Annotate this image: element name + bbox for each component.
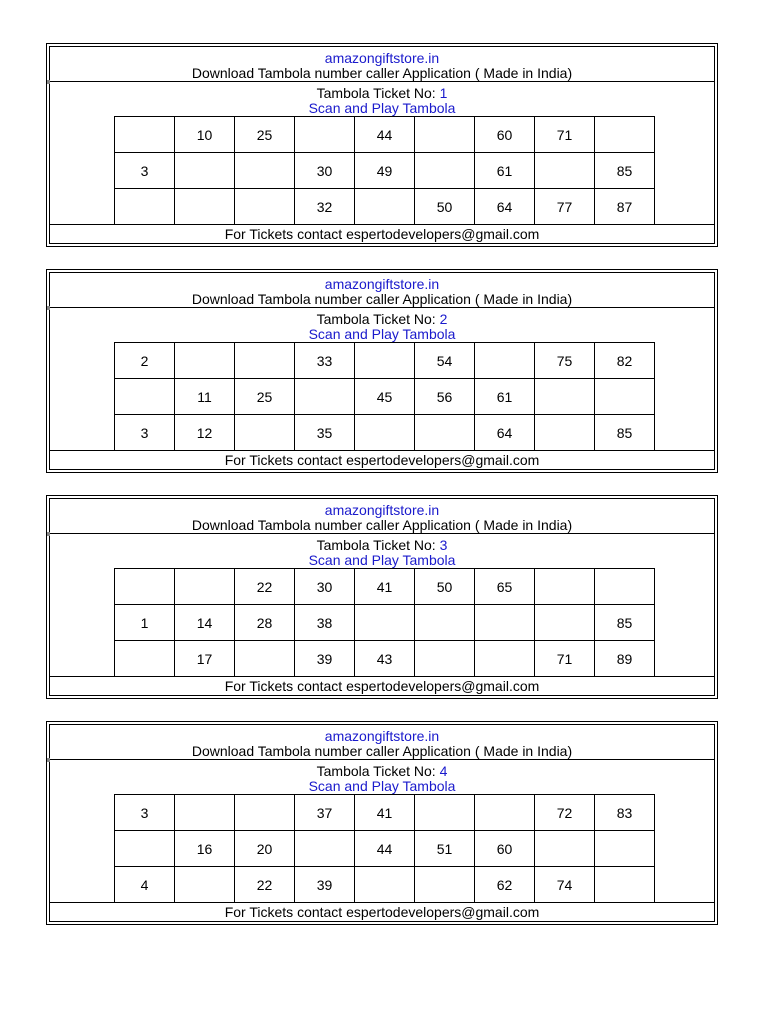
grid-cell: 25 [235, 117, 295, 153]
grid-cell: 32 [295, 189, 355, 225]
ticket-number-value: 4 [439, 763, 448, 779]
grid-cell [595, 831, 655, 867]
ticket-body [50, 308, 714, 454]
grid-cell: 71 [535, 641, 595, 677]
grid-row [115, 605, 655, 641]
grid-cell: 37 [295, 795, 355, 831]
ticket-number-value: 2 [439, 311, 448, 327]
site-link[interactable]: amazongiftstore.in [324, 50, 440, 66]
ticket-body [50, 760, 714, 906]
contact-footer: For Tickets contact espertodevelopers@gmail.com [50, 450, 714, 469]
grid-cell [595, 569, 655, 605]
grid-row [115, 343, 655, 379]
grid-cell [235, 641, 295, 677]
grid-cell [355, 415, 415, 451]
grid-row [115, 795, 655, 831]
ticket-number-label: Tambola Ticket No: [316, 311, 440, 327]
ticket-header [50, 725, 714, 760]
ticket-header [50, 273, 714, 308]
grid-cell: 60 [475, 117, 535, 153]
grid-cell [355, 867, 415, 903]
ticket-body [50, 534, 714, 680]
scan-and-play-text: Scan and Play Tambola [308, 778, 456, 794]
grid-row [115, 189, 655, 225]
grid-cell [475, 343, 535, 379]
grid-cell: 25 [235, 379, 295, 415]
grid-row [115, 867, 655, 903]
grid-cell [415, 795, 475, 831]
ticket-number-label: Tambola Ticket No: [316, 537, 440, 553]
site-link[interactable]: amazongiftstore.in [324, 502, 440, 518]
grid-cell [295, 117, 355, 153]
grid-cell: 44 [355, 117, 415, 153]
grid-cell: 50 [415, 189, 475, 225]
grid-cell: 38 [295, 605, 355, 641]
grid-cell: 64 [475, 415, 535, 451]
grid-cell: 44 [355, 831, 415, 867]
grid-cell [535, 379, 595, 415]
grid-cell: 49 [355, 153, 415, 189]
grid-cell [235, 795, 295, 831]
ticket-body [50, 82, 714, 228]
ticket-number-label: Tambola Ticket No: [316, 763, 440, 779]
grid-cell [115, 641, 175, 677]
number-grid [114, 342, 655, 451]
grid-cell: 54 [415, 343, 475, 379]
grid-cell [175, 795, 235, 831]
number-grid [114, 116, 655, 225]
grid-cell: 16 [175, 831, 235, 867]
grid-cell [535, 605, 595, 641]
download-app-text: Download Tambola number caller Application ( Made in India) [191, 65, 573, 81]
grid-cell: 85 [595, 153, 655, 189]
grid-cell: 17 [175, 641, 235, 677]
grid-cell: 4 [115, 867, 175, 903]
grid-cell [415, 605, 475, 641]
grid-cell [175, 153, 235, 189]
grid-cell [415, 153, 475, 189]
grid-cell [115, 569, 175, 605]
grid-cell: 83 [595, 795, 655, 831]
grid-cell: 2 [115, 343, 175, 379]
grid-cell: 28 [235, 605, 295, 641]
ticket-number-line [50, 82, 714, 101]
number-grid [114, 568, 655, 677]
grid-cell: 35 [295, 415, 355, 451]
ticket-number-value: 3 [439, 537, 448, 553]
grid-cell [415, 641, 475, 677]
site-link[interactable]: amazongiftstore.in [324, 276, 440, 292]
grid-cell [535, 831, 595, 867]
grid-cell [235, 189, 295, 225]
grid-cell [595, 379, 655, 415]
grid-cell [415, 415, 475, 451]
grid-cell: 61 [475, 153, 535, 189]
grid-cell [475, 605, 535, 641]
scan-and-play-text: Scan and Play Tambola [308, 326, 456, 342]
grid-cell [175, 867, 235, 903]
grid-cell [175, 569, 235, 605]
grid-cell: 3 [115, 795, 175, 831]
ticket-frame [49, 272, 715, 470]
grid-cell [595, 117, 655, 153]
grid-row [115, 831, 655, 867]
grid-row [115, 117, 655, 153]
ticket-frame [49, 46, 715, 244]
ticket-header [50, 47, 714, 82]
grid-cell: 64 [475, 189, 535, 225]
grid-row [115, 569, 655, 605]
grid-cell: 65 [475, 569, 535, 605]
tambola-ticket-2 [46, 269, 718, 473]
tambola-ticket-3 [46, 495, 718, 699]
grid-cell: 39 [295, 867, 355, 903]
grid-cell: 39 [295, 641, 355, 677]
grid-cell [115, 189, 175, 225]
grid-cell [475, 795, 535, 831]
contact-footer: For Tickets contact espertodevelopers@gmail.com [50, 902, 714, 921]
grid-cell: 20 [235, 831, 295, 867]
grid-cell: 51 [415, 831, 475, 867]
grid-cell [295, 379, 355, 415]
grid-cell: 1 [115, 605, 175, 641]
grid-cell: 72 [535, 795, 595, 831]
grid-cell: 75 [535, 343, 595, 379]
grid-cell: 30 [295, 153, 355, 189]
grid-cell: 11 [175, 379, 235, 415]
grid-cell: 71 [535, 117, 595, 153]
grid-cell [115, 117, 175, 153]
grid-cell: 33 [295, 343, 355, 379]
ticket-number-line [50, 760, 714, 779]
scan-and-play-text: Scan and Play Tambola [308, 552, 456, 568]
grid-cell: 10 [175, 117, 235, 153]
grid-cell [175, 343, 235, 379]
grid-row [115, 379, 655, 415]
number-grid [114, 794, 655, 903]
grid-cell: 41 [355, 569, 415, 605]
tambola-ticket-4 [46, 721, 718, 925]
grid-cell [175, 189, 235, 225]
grid-cell: 61 [475, 379, 535, 415]
ticket-number-label: Tambola Ticket No: [316, 85, 440, 101]
ticket-frame [49, 498, 715, 696]
grid-cell [235, 153, 295, 189]
download-app-text: Download Tambola number caller Application ( Made in India) [191, 743, 573, 759]
grid-cell: 60 [475, 831, 535, 867]
grid-row [115, 415, 655, 451]
grid-cell [475, 641, 535, 677]
site-link[interactable]: amazongiftstore.in [324, 728, 440, 744]
grid-cell: 41 [355, 795, 415, 831]
grid-cell: 87 [595, 189, 655, 225]
ticket-frame [49, 724, 715, 922]
grid-cell [115, 379, 175, 415]
grid-cell: 74 [535, 867, 595, 903]
scan-and-play-text: Scan and Play Tambola [308, 100, 456, 116]
grid-cell: 14 [175, 605, 235, 641]
grid-cell: 45 [355, 379, 415, 415]
ticket-number-line [50, 534, 714, 553]
grid-cell [235, 415, 295, 451]
grid-row [115, 641, 655, 677]
grid-cell [355, 343, 415, 379]
grid-cell: 62 [475, 867, 535, 903]
grid-cell [355, 189, 415, 225]
grid-row [115, 153, 655, 189]
grid-cell: 77 [535, 189, 595, 225]
grid-cell: 30 [295, 569, 355, 605]
contact-footer: For Tickets contact espertodevelopers@gmail.com [50, 224, 714, 243]
grid-cell [535, 569, 595, 605]
grid-cell [535, 415, 595, 451]
grid-cell: 85 [595, 605, 655, 641]
grid-cell: 3 [115, 153, 175, 189]
grid-cell [355, 605, 415, 641]
grid-cell: 82 [595, 343, 655, 379]
grid-cell [295, 831, 355, 867]
grid-cell: 85 [595, 415, 655, 451]
tambola-ticket-1 [46, 43, 718, 247]
ticket-header [50, 499, 714, 534]
grid-cell: 22 [235, 569, 295, 605]
contact-footer: For Tickets contact espertodevelopers@gmail.com [50, 676, 714, 695]
ticket-number-value: 1 [439, 85, 448, 101]
download-app-text: Download Tambola number caller Application ( Made in India) [191, 517, 573, 533]
grid-cell [415, 867, 475, 903]
grid-cell: 3 [115, 415, 175, 451]
grid-cell [115, 831, 175, 867]
grid-cell [595, 867, 655, 903]
grid-cell: 43 [355, 641, 415, 677]
grid-cell: 50 [415, 569, 475, 605]
grid-cell [235, 343, 295, 379]
grid-cell: 56 [415, 379, 475, 415]
grid-cell: 22 [235, 867, 295, 903]
download-app-text: Download Tambola number caller Application ( Made in India) [191, 291, 573, 307]
grid-cell: 12 [175, 415, 235, 451]
grid-cell [415, 117, 475, 153]
grid-cell: 89 [595, 641, 655, 677]
ticket-number-line [50, 308, 714, 327]
grid-cell [535, 153, 595, 189]
